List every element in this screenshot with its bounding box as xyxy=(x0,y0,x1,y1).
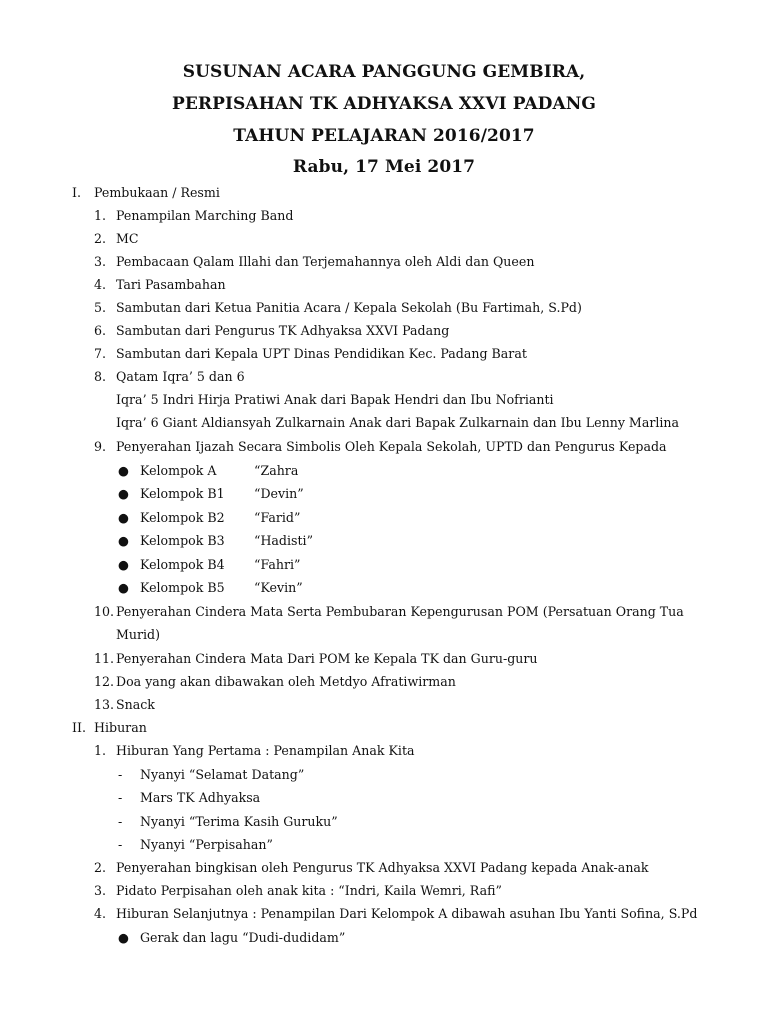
title-line-3: TAHUN PELAJARAN 2016/2017 xyxy=(233,126,535,146)
group-student: “Devin” xyxy=(254,486,304,501)
performance-item: Mars TK Adhyaksa xyxy=(140,790,261,805)
list-number: 9. xyxy=(94,439,107,454)
list-number: 4. xyxy=(94,906,107,921)
group-label: Kelompok A xyxy=(140,463,217,478)
agenda-item: Penyerahan bingkisan oleh Pengurus TK Adhyaksa XXVI Padang kepada Anak-anak xyxy=(116,860,649,875)
bullet-icon: ● xyxy=(118,510,129,525)
group-student: “Farid” xyxy=(254,510,301,525)
section-1-title: Pembukaan / Resmi xyxy=(94,185,220,200)
dash-marker: - xyxy=(118,767,123,782)
list-number: 4. xyxy=(94,277,107,292)
agenda-item-continuation: Murid) xyxy=(116,627,161,642)
agenda-item: Hiburan Yang Pertama : Penampilan Anak Kita xyxy=(116,743,415,758)
bullet-icon: ● xyxy=(118,486,129,501)
agenda-item: Penyerahan Cindera Mata Serta Pembubaran Kepengurusan POM (Persatuan Orang Tua xyxy=(116,604,684,619)
group-student: “Zahra xyxy=(254,463,299,478)
agenda-subline: Iqra’ 6 Giant Aldiansyah Zulkarnain Anak dari Bapak Zulkarnain dan Ibu Lenny Marlina xyxy=(116,415,680,430)
bullet-icon: ● xyxy=(118,533,129,548)
agenda-item: Hiburan Selanjutnya : Penampilan Dari Kelompok A dibawah asuhan Ibu Yanti Sofina, S.Pd xyxy=(116,906,698,921)
dash-marker: - xyxy=(118,790,123,805)
title-date: Rabu, 17 Mei 2017 xyxy=(292,157,476,177)
agenda-item: Pidato Perpisahan oleh anak kita : “Indri, Kaila Wemri, Rafi” xyxy=(116,883,502,898)
list-number: 1. xyxy=(94,208,107,223)
group-student: “Fahri” xyxy=(254,557,301,572)
dash-marker: - xyxy=(118,814,123,829)
list-number: 2. xyxy=(94,231,107,246)
performance-item: Nyanyi “Terima Kasih Guruku” xyxy=(140,814,338,829)
group-student: “Hadisti” xyxy=(254,533,314,548)
group-student: “Kevin” xyxy=(254,580,303,595)
agenda-item: Sambutan dari Pengurus TK Adhyaksa XXVI Padang xyxy=(116,323,450,338)
bullet-icon: ● xyxy=(118,930,129,945)
list-number: 1. xyxy=(94,743,107,758)
section-2-numeral: II. xyxy=(72,720,86,735)
list-number: 2. xyxy=(94,860,107,875)
agenda-item: Penyerahan Ijazah Secara Simbolis Oleh Kepala Sekolah, UPTD dan Pengurus Kepada xyxy=(116,439,667,454)
title-line-2: PERPISAHAN TK ADHYAKSA XXVI PADANG xyxy=(171,94,597,114)
performance-item: Gerak dan lagu “Dudi-dudidam” xyxy=(140,930,346,945)
list-number: 12. xyxy=(94,674,115,689)
agenda-item: Penyerahan Cindera Mata Dari POM ke Kepala TK dan Guru-guru xyxy=(116,651,538,666)
performance-item: Nyanyi “Selamat Datang” xyxy=(140,767,305,782)
group-label: Kelompok B2 xyxy=(140,510,225,525)
list-number: 3. xyxy=(94,254,107,269)
bullet-icon: ● xyxy=(118,580,129,595)
list-number: 6. xyxy=(94,323,107,338)
agenda-item: Pembacaan Qalam Illahi dan Terjemahannya oleh Aldi dan Queen xyxy=(116,254,535,269)
dash-marker: - xyxy=(118,837,123,852)
list-number: 10. xyxy=(94,604,115,619)
agenda-item: Snack xyxy=(116,697,155,712)
agenda-item: Qatam Iqra’ 5 dan 6 xyxy=(116,369,245,384)
agenda-subline: Iqra’ 5 Indri Hirja Pratiwi Anak dari Bapak Hendri dan Ibu Nofrianti xyxy=(116,392,554,407)
list-number: 7. xyxy=(94,346,107,361)
agenda-item: Penampilan Marching Band xyxy=(116,208,294,223)
group-label: Kelompok B1 xyxy=(140,486,225,501)
bullet-icon: ● xyxy=(118,557,129,572)
agenda-item: Sambutan dari Ketua Panitia Acara / Kepala Sekolah (Bu Fartimah, S.Pd) xyxy=(116,300,582,315)
group-label: Kelompok B3 xyxy=(140,533,225,548)
title-line-1: SUSUNAN ACARA PANGGUNG GEMBIRA, xyxy=(182,62,586,82)
list-number: 3. xyxy=(94,883,107,898)
section-1-numeral: I. xyxy=(72,185,81,200)
list-number: 11. xyxy=(94,651,115,666)
group-label: Kelompok B5 xyxy=(140,580,225,595)
agenda-item: Tari Pasambahan xyxy=(116,277,226,292)
section-2-title: Hiburan xyxy=(94,720,147,735)
agenda-item: MC xyxy=(116,231,139,246)
agenda-item: Doa yang akan dibawakan oleh Metdyo Afratiwirman xyxy=(116,674,456,689)
list-number: 13. xyxy=(94,697,115,712)
group-label: Kelompok B4 xyxy=(140,557,225,572)
performance-item: Nyanyi “Perpisahan” xyxy=(140,837,273,852)
bullet-icon: ● xyxy=(118,463,129,478)
list-number: 5. xyxy=(94,300,107,315)
agenda-item: Sambutan dari Kepala UPT Dinas Pendidikan Kec. Padang Barat xyxy=(116,346,527,361)
list-number: 8. xyxy=(94,369,107,384)
